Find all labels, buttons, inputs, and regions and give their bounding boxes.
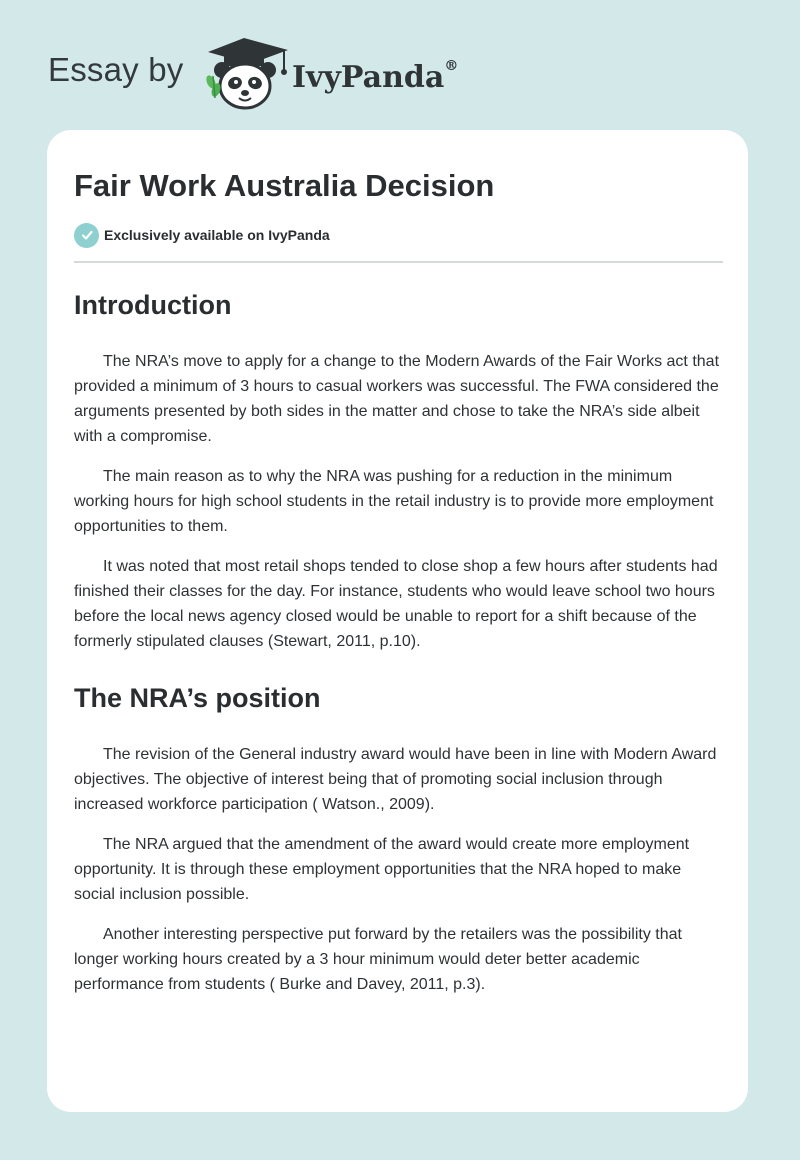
essay-card bbox=[47, 130, 748, 1112]
paragraph: It was noted that most retail shops tended to close shop a few hours after students had finished their classes for the day. For instance, students who would leave school two hours before the local news agency closed would be unable to report for a shift because of the formerly stipulated clauses (Stewart, 2011, p.10). bbox=[74, 558, 718, 650]
brand-name: IvyPanda bbox=[292, 60, 445, 95]
ivypanda-brand[interactable] bbox=[292, 52, 458, 98]
paragraph: The revision of the General industry award would have been in line with Modern Award objectives. The objective of interest being that of promoting social inclusion through increased workforce participation ( Watson., 2009). bbox=[74, 746, 717, 813]
paragraph: The NRA’s move to apply for a change to the Modern Awards of the Fair Works act that provided a minimum of 3 hours to casual workers was successful. The FWA considered the arguments presented by both sides in the matter and chose to take the NRA’s side albeit with a compromise. bbox=[74, 353, 720, 445]
check-icon bbox=[74, 223, 99, 248]
paragraph: The NRA argued that the amendment of the award would create more employment opportunity. It is through these employment opportunities that the NRA hoped to make social inclusion possible. bbox=[74, 836, 690, 903]
section-heading-introduction: Introduction bbox=[74, 290, 232, 320]
paragraph: Another interesting perspective put forward by the retailers was the possibility that longer working hours created by a 3 hour minimum would deter better academic performance from students ( Burke and Davey, 2011, p.3). bbox=[74, 926, 682, 993]
badge-text: Exclusively available on IvyPanda bbox=[104, 227, 330, 243]
panda-logo-icon[interactable] bbox=[200, 36, 292, 112]
essay-title: Fair Work Australia Decision bbox=[74, 168, 495, 203]
section-heading-nra-position: The NRA’s position bbox=[74, 683, 321, 713]
exclusive-badge bbox=[74, 222, 330, 248]
essay-by-label: Essay by bbox=[48, 51, 184, 88]
divider bbox=[74, 261, 723, 263]
paragraph: The main reason as to why the NRA was pushing for a reduction in the minimum working hours for high school students in the retail industry is to provide more employment opportunities to them. bbox=[74, 468, 714, 535]
site-header bbox=[0, 0, 800, 120]
registered-mark: ® bbox=[444, 58, 459, 74]
essay-body bbox=[74, 280, 724, 997]
